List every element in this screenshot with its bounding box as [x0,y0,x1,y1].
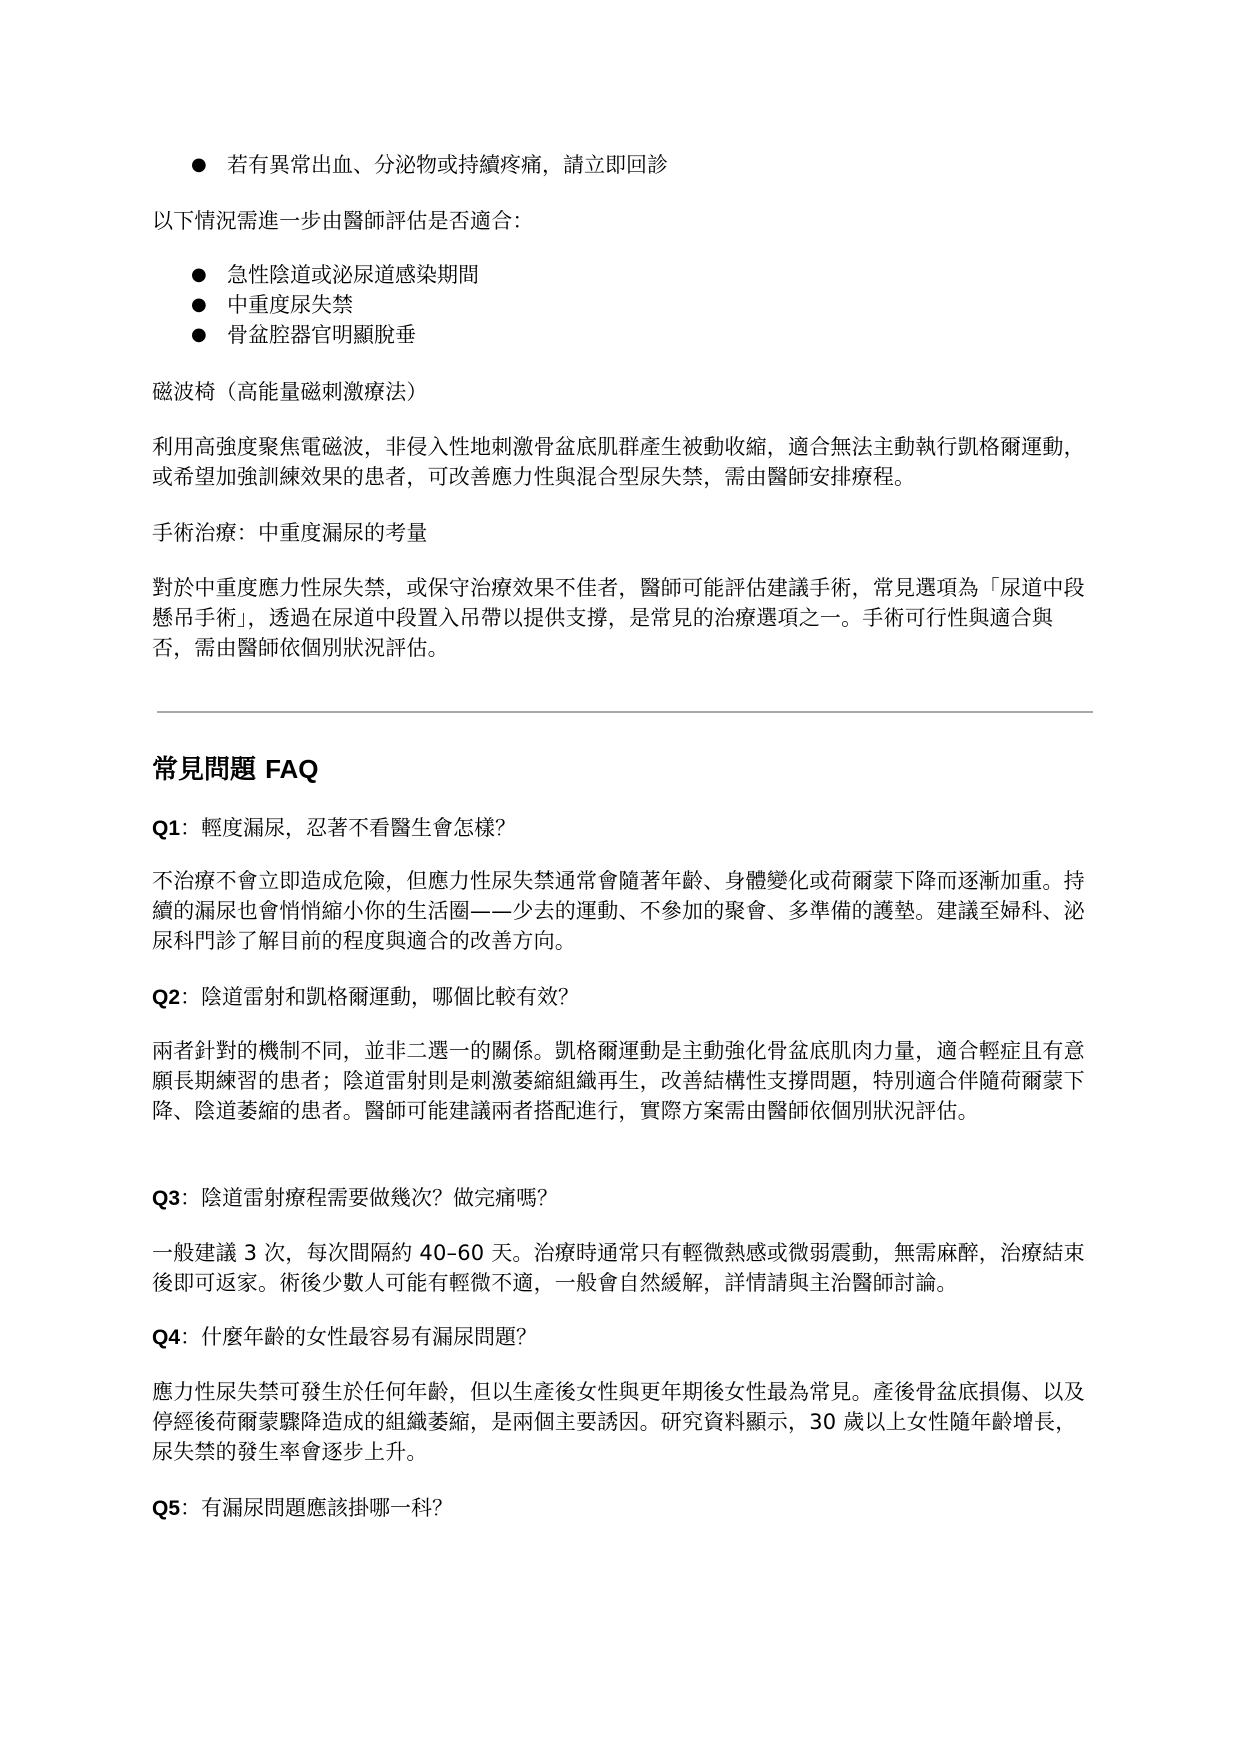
section-divider [157,711,1093,713]
faq-question: Q1：輕度漏尿，忍著不看醫生會怎樣？ [152,816,517,840]
faq-answer: 一般建議 3 次，每次間隔約 40–60 天。治療時通常只有輕微熱感或微弱震動，無需麻醉，治療結束後即可返家。術後少數人可能有輕微不適，一般會自然緩解，詳情請與主治醫師討論。 [152,1241,1085,1295]
eval-intro: 以下情況需進一步由醫師評估是否適合： [152,209,534,233]
top-bullet-list [152,150,1092,180]
faq-answer: 兩者針對的機制不同，並非二選一的關係。凱格爾運動是主動強化骨盆底肌肉力量，適合輕症且有意願長期練習的患者；陰道雷射則是刺激萎縮組織再生，改善結構性支撐問題，特別適合伴隨荷爾蒙下降、陰道萎縮的患者。醫師可能建議兩者搭配進行，實際方案需由醫師依個別狀況評估。 [152,1039,1085,1123]
bullet-icon: ● [191,264,207,285]
list-item: ● 骨盆腔器官明顯脫垂 [152,320,1092,350]
list-item: ● 中重度尿失禁 [152,290,1092,320]
faq-answer: 應力性尿失禁可發生於任何年齡，但以生產後女性與更年期後女性最為常見。產後骨盆底損傷、以及停經後荷爾蒙驟降造成的組織萎縮，是兩個主要誘因。研究資料顯示，30 歲以上女性隨年齡增長，尿失禁的發生率會逐步上升。 [152,1380,1085,1464]
bullet-icon: ● [191,294,207,315]
magnetic-title: 磁波椅（高能量磁刺激療法） [152,380,428,404]
list-item: ● 若有異常出血、分泌物或持續疼痛，請立即回診 [152,150,1092,180]
faq-question: Q5：有漏尿問題應該掛哪一科？ [152,1496,454,1520]
list-item: ● 急性陰道或泌尿道感染期間 [152,260,1092,290]
eval-bullet-list [152,260,1092,350]
surgery-title: 手術治療：中重度漏尿的考量 [152,521,428,545]
faq-question: Q2：陰道雷射和凱格爾運動，哪個比較有效？ [152,985,580,1009]
surgery-body: 對於中重度應力性尿失禁，或保守治療效果不佳者，醫師可能評估建議手術，常見選項為「尿道中段懸吊手術」，透過在尿道中段置入吊帶以提供支撐，是常見的治療選項之一。手術可行性與適合與否，需由醫師依個別狀況評估。 [152,576,1085,660]
magnetic-body: 利用高強度聚焦電磁波，非侵入性地刺激骨盆底肌群產生被動收縮，適合無法主動執行凱格爾運動，或希望加強訓練效果的患者，可改善應力性與混合型尿失禁，需由醫師安排療程。 [152,435,1085,489]
bullet-icon: ● [191,154,207,175]
faq-heading: 常見問題 FAQ [152,754,319,785]
bullet-icon: ● [191,324,207,345]
faq-question: Q4：什麼年齡的女性最容易有漏尿問題？ [152,1325,538,1349]
faq-question: Q3：陰道雷射療程需要做幾次？做完痛嗎？ [152,1186,559,1210]
faq-answer: 不治療不會立即造成危險，但應力性尿失禁通常會隨著年齡、身體變化或荷爾蒙下降而逐漸加重。持續的漏尿也會悄悄縮小你的生活圈——少去的運動、不參加的聚會、多準備的護墊。建議至婦科、泌尿科門診了解目前的程度與適合的改善方向。 [152,869,1085,953]
